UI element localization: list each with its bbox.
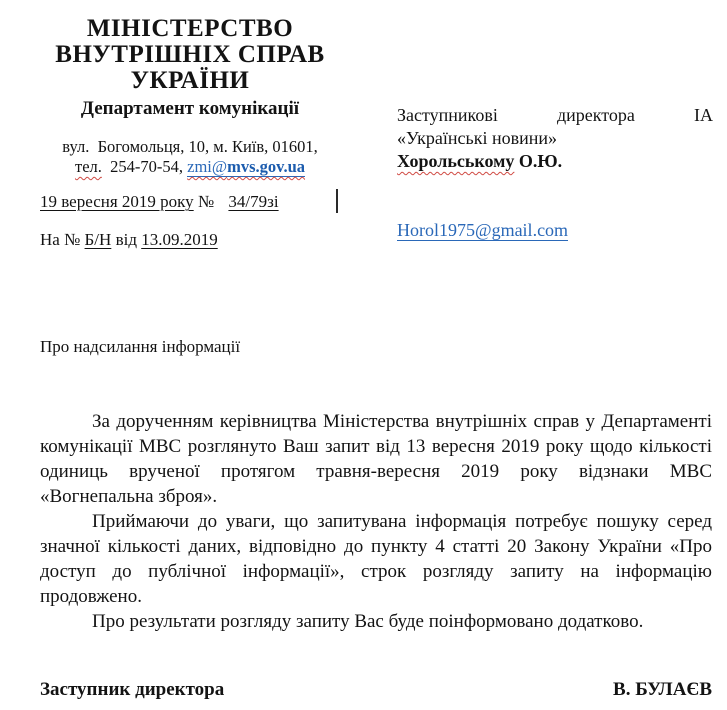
ministry-name-line: МІНІСТЕРСТВО	[86, 15, 294, 42]
body-paragraph: Приймаючи до уваги, що запитувана інформація потребує пошуку серед значної кількості даних, відповідно до пункту 4 статті 20 Закону України «Про доступ до публічної інформації», строк розгляду запиту на інформацію продовжено.	[40, 511, 712, 607]
letter-body	[40, 409, 712, 634]
number-sign: №	[193, 192, 219, 211]
text-cursor	[336, 189, 338, 213]
ministry-name-line: УКРАЇНИ	[130, 67, 250, 94]
phone-email-line	[38, 157, 342, 177]
body-paragraph: Про результати розгляду запиту Вас буде поінформовано додатково.	[92, 611, 644, 632]
recipient-initials: О.Ю.	[514, 151, 563, 171]
letterhead	[38, 16, 342, 177]
recipient-word: ІА	[693, 105, 713, 125]
recipient-block	[397, 104, 713, 173]
recipient-email-link[interactable]: Horol1975@gmail.com	[397, 220, 569, 240]
outgoing-number: 34/79зі	[228, 192, 279, 211]
recipient-title-line	[397, 104, 713, 127]
reply-from: від	[111, 230, 142, 249]
signer-name: В. БУЛАЄВ	[613, 679, 712, 700]
org-email-domain[interactable]: mvs.gov.ua	[227, 157, 306, 176]
phone-label: тел.	[74, 157, 102, 176]
recipient-email-wrap	[397, 220, 568, 241]
recipient-agency: «Українські новини»	[397, 128, 558, 148]
incoming-reference-line	[40, 230, 218, 250]
department-name: Департамент комунікації	[80, 98, 300, 119]
incoming-number: Б/Н	[84, 230, 112, 249]
incoming-date: 13.09.2019	[141, 230, 218, 249]
signer-position: Заступник директора	[40, 679, 225, 700]
address-line: вул. Богомольця, 10, м. Київ, 01601,	[62, 137, 318, 156]
letter-date: 19 вересня 2019 року	[40, 192, 194, 211]
org-email-link[interactable]	[187, 157, 305, 177]
recipient-word: директора	[556, 105, 635, 125]
ministry-name-line: ВНУТРІШНІХ СПРАВ	[55, 41, 325, 68]
reply-prefix: На №	[40, 230, 85, 249]
recipient-name	[397, 150, 713, 173]
org-email-user[interactable]: zmi@	[187, 157, 228, 176]
recipient-word: Заступникові	[397, 105, 498, 125]
phone-number: 254-70-54,	[101, 157, 188, 176]
outgoing-reference-line	[40, 192, 289, 212]
ministry-name	[38, 16, 342, 94]
recipient-surname: Хорольському	[397, 151, 515, 171]
subject-line: Про надсилання інформації	[40, 337, 241, 356]
signature-row	[40, 679, 712, 701]
body-paragraph: За дорученням керівництва Міністерства внутрішніх справ у Департаменті комунікації МВС розглянуто Ваш запит від 13 вересня 2019 року щодо кількості одиниць врученої протягом травня-вересня 2019 року відзнаки МВС «Вогнепальна зброя».	[40, 411, 712, 507]
